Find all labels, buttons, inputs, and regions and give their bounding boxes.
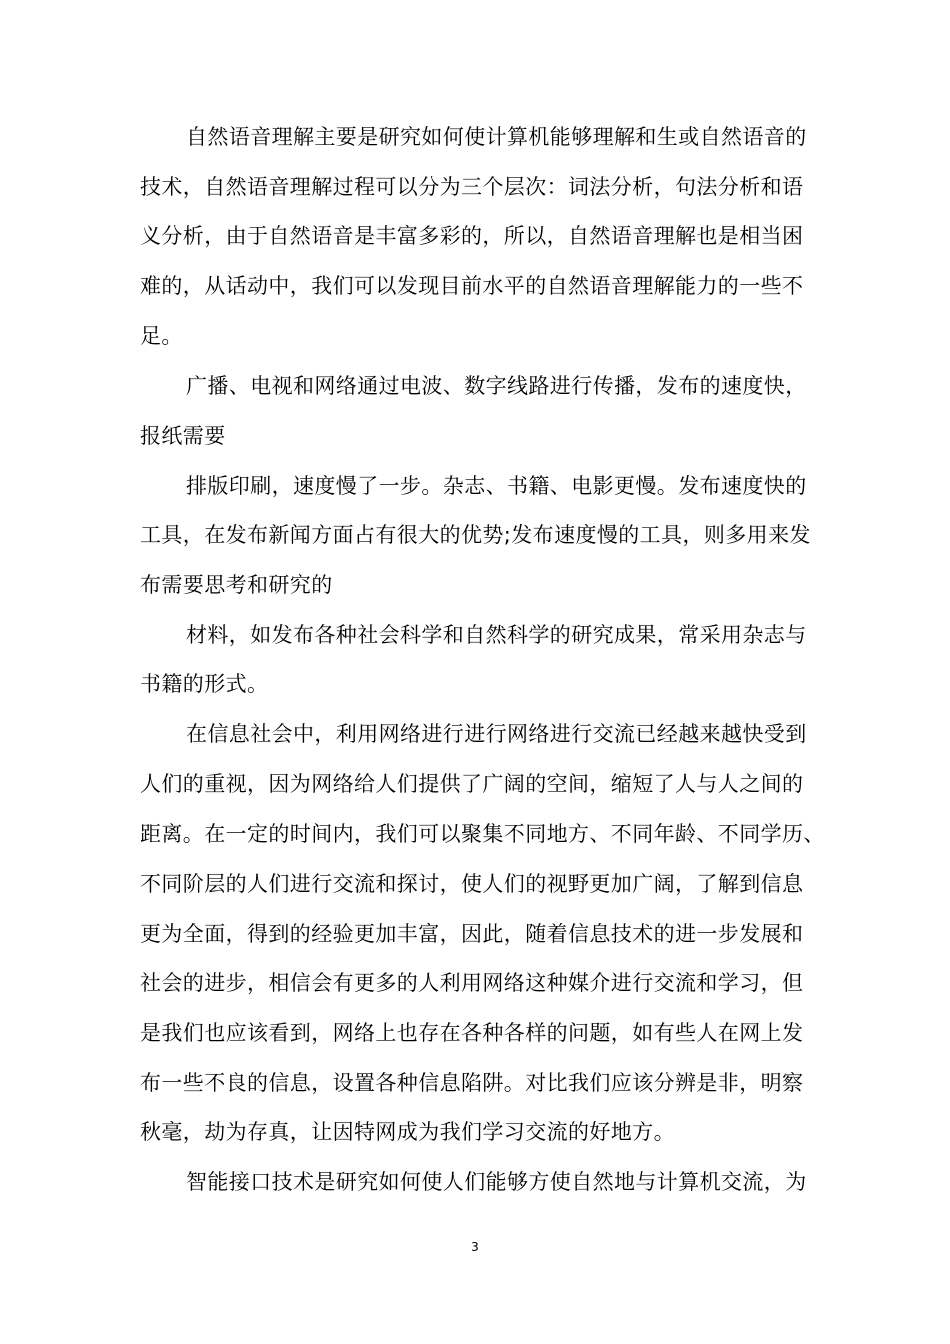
text-line: 智能接口技术是研究如何使人们能够方使自然地与计算机交流，为 (186, 1170, 807, 1194)
text-line: 人们的重视，因为网络给人们提供了广阔的空间，缩短了人与人之间的 (140, 772, 804, 796)
text-line: 材料，如发布各种社会科学和自然科学的研究成果，常采用杂志与 (186, 623, 807, 647)
text-line: 更为全面，得到的经验更加丰富，因此，随着信息技术的进一步发展和 (140, 922, 804, 946)
text-line: 广播、电视和网络通过电波、数字线路进行传播，发布的速度快， (186, 374, 807, 398)
text-line: 书籍的形式。 (140, 672, 269, 696)
text-line: 难的，从话动中，我们可以发现目前水平的自然语音理解能力的一些不 (140, 274, 804, 298)
text-line: 在信息社会中，利用网络进行进行网络进行交流已经越来越快受到 (186, 722, 807, 746)
text-line: 不同阶层的人们进行交流和探讨，使人们的视野更加广阔，了解到信息 (140, 872, 804, 896)
text-line: 工具，在发布新闻方面占有很大的优势;发布速度慢的工具，则多用来发 (140, 523, 811, 547)
text-line: 距离。在一定的时间内，我们可以聚集不同地方、不同年龄、不同学历、 (140, 822, 825, 846)
text-line: 布一些不良的信息，设置各种信息陷阱。对比我们应该分辨是非，明察 (140, 1071, 804, 1095)
text-line: 义分析，由于自然语音是丰富多彩的，所以，自然语音理解也是相当困 (140, 224, 804, 248)
text-line: 排版印刷，速度慢了一步。杂志、书籍、电影更慢。发布速度快的 (186, 474, 807, 498)
text-line: 技术，自然语音理解过程可以分为三个层次：词法分析，句法分析和语 (140, 175, 804, 199)
text-line: 报纸需要 (140, 424, 226, 448)
text-line: 足。 (140, 324, 183, 348)
page-number: 3 (471, 1240, 479, 1254)
text-line: 秋毫，劫为存真，让因特网成为我们学习交流的好地方。 (140, 1120, 675, 1144)
text-line: 是我们也应该看到，网络上也存在各种各样的问题，如有些人在网上发 (140, 1021, 804, 1045)
text-line: 自然语音理解主要是研究如何使计算机能够理解和生或自然语音的 (186, 125, 807, 149)
text-line: 社会的进步，相信会有更多的人利用网络这种媒介进行交流和学习，但 (140, 971, 804, 995)
text-line: 布需要思考和研究的 (140, 573, 333, 597)
